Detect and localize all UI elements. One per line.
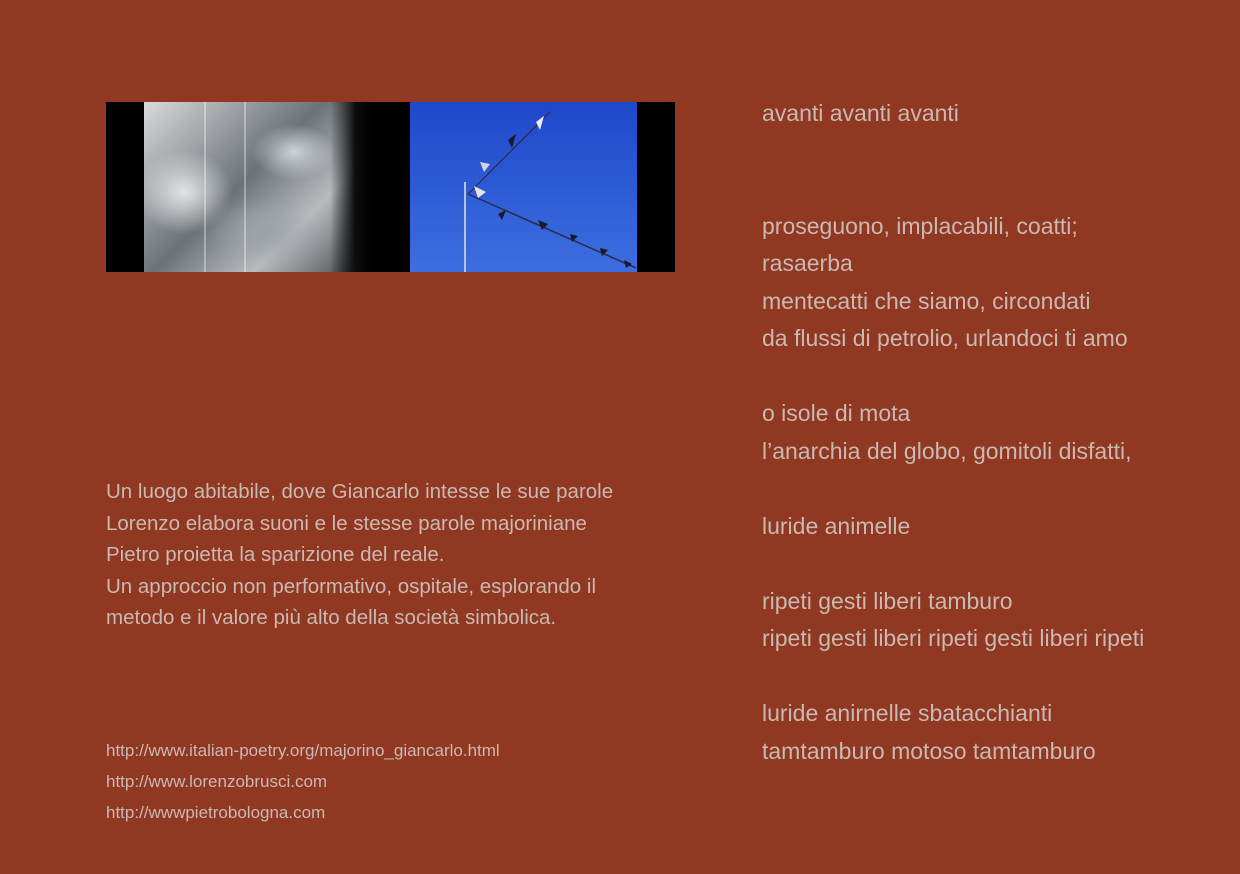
poem-line: o isole di mota — [762, 400, 911, 426]
poem-line: ripeti gesti liberi ripeti gesti liberi ripeti — [762, 625, 1145, 651]
poem-line: ripeti gesti liberi tamburo — [762, 587, 1013, 614]
stanza-gap — [762, 470, 1222, 508]
external-link[interactable]: http://www.lorenzobrusci.com — [106, 772, 328, 791]
poem-line: mentecatti che siamo, circondati — [762, 287, 1091, 314]
description-line: Lorenzo elabora suoni e le stesse parole majoriniane — [106, 511, 587, 535]
stanza-gap — [762, 545, 1222, 583]
poem-line: avanti avanti avanti — [762, 100, 959, 126]
external-link[interactable]: http://www.italian-poetry.org/majorino_giancarlo.html — [106, 741, 500, 760]
stanza-gap — [762, 358, 1222, 396]
poem-line: l’anarchia del globo, gomitoli disfatti, — [762, 437, 1132, 464]
film-frame-rock — [144, 102, 372, 272]
poem-line: luride animelle — [762, 512, 911, 539]
poem-line: rasaerba — [762, 250, 853, 276]
poem-line: da flussi di petrolio, urlandoci ti amo — [762, 325, 1128, 351]
poem-line: proseguono, implacabili, coatti; — [762, 212, 1078, 239]
stanza-gap — [762, 170, 1222, 208]
links-list — [106, 735, 500, 828]
poem-line: luride anirnelle sbatacchianti — [762, 700, 1053, 726]
description-line: Un luogo abitabile, dove Giancarlo intesse le sue parole — [106, 480, 614, 503]
description-line: Un approccio non performativo, ospitale, esplorando il — [106, 574, 596, 598]
poem-text — [762, 95, 1222, 770]
description-line: metodo e il valore più alto della società simbolica. — [106, 606, 557, 629]
film-stills-image — [106, 102, 675, 272]
project-description — [106, 476, 706, 634]
stanza-gap — [762, 133, 1222, 171]
description-line: Pietro proietta la sparizione del reale. — [106, 543, 445, 566]
stanza-gap — [762, 658, 1222, 696]
film-frame-sky-flags — [410, 102, 637, 272]
poem-line: tamtamburo motoso tamtamburo — [762, 737, 1096, 764]
external-link[interactable]: http://wwwpietrobologna.com — [106, 803, 326, 822]
